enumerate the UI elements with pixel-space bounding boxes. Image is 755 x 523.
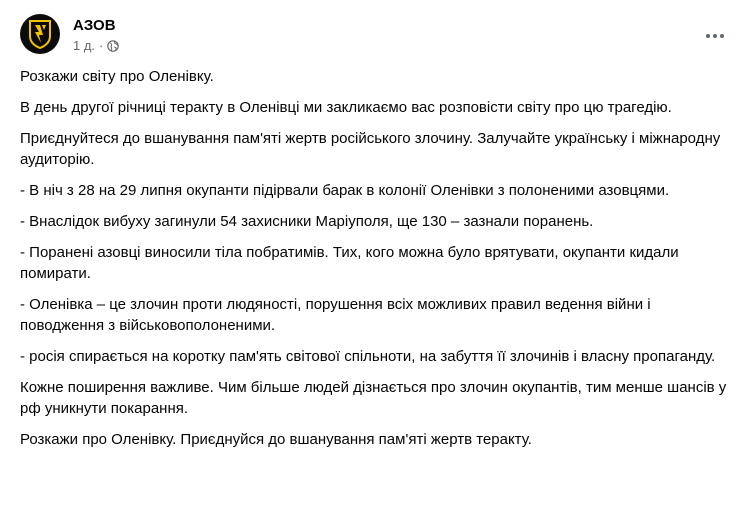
post-timestamp[interactable]: 1 д. [73,38,96,53]
page-name-link[interactable]: АЗОВ [73,17,116,34]
separator-dot: · [99,38,104,53]
post-paragraph: - Поранені азовці виносили тіла побратимів. Тих, кого можна було врятувати, окупанти кидали помирати. [20,244,679,282]
post-paragraph: Приєднуйтеся до вшанування пам'яті жертв російського злочину. Залучайте українську і міжнародну аудиторію. [20,130,721,168]
post-subline [73,38,119,54]
post-paragraph: Розкажи про Оленівку. Приєднуйся до вшанування пам'яті жертв теракту. [20,431,532,448]
post-paragraph: - В ніч з 28 на 29 липня окупанти підірвали барак в колонії Оленівки з полоненими азовцями. [20,182,670,199]
post-paragraph: Кожне поширення важливе. Чим більше людей дізнається про злочин окупантів, тим менше шансів у рф уникнути покарання. [20,379,727,417]
more-options-icon-dot [713,34,717,38]
more-options-button[interactable] [697,24,733,48]
post-meta [73,16,119,54]
azov-emblem-icon [27,19,53,49]
page-avatar[interactable] [20,14,60,54]
post-paragraph: Розкажи світу про Оленівку. [20,68,214,85]
post-paragraph: - Оленівка – це злочин проти людяності, порушення всіх можливих правил ведення війни і поводження з військовополоненими. [20,296,651,334]
more-options-icon [706,34,710,38]
post-paragraph: - росія спирається на коротку пам'ять світової спільноти, на забуття її злочинів і власну пропаганду. [20,348,716,365]
post-paragraph: - Внаслідок вибуху загинули 54 захисники Маріуполя, ще 130 – зазнали поранень. [20,213,594,230]
globe-icon[interactable] [107,40,119,52]
post-header [20,14,119,54]
post-paragraph: В день другої річниці теракту в Оленівці ми закликаємо вас розповісти світу про цю трагедію. [20,99,672,116]
post-body [20,66,735,460]
more-options-icon-dot [720,34,724,38]
